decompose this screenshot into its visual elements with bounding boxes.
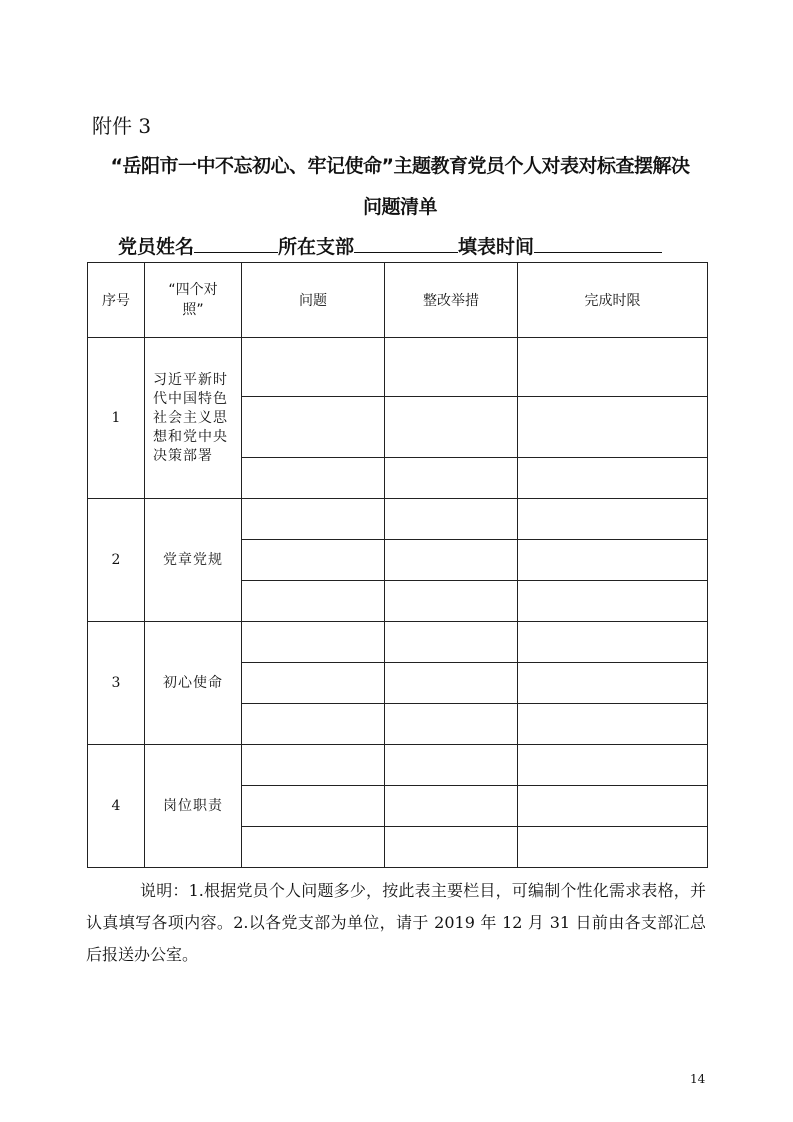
row-index: 3 bbox=[88, 622, 145, 745]
row-index: 2 bbox=[88, 499, 145, 622]
measure-cell[interactable] bbox=[385, 786, 518, 827]
document-title-continued: 问题清单 bbox=[362, 196, 437, 218]
problem-cell[interactable] bbox=[242, 663, 385, 704]
problem-cell[interactable] bbox=[242, 704, 385, 745]
deadline-cell[interactable] bbox=[518, 458, 708, 499]
deadline-cell[interactable] bbox=[518, 499, 708, 540]
col-index: 序号 bbox=[88, 263, 145, 338]
row-dimension: 习近平新时代中国特色社会主义思想和党中央决策部署 bbox=[145, 338, 242, 499]
note-text: 说明：1.根据党员个人问题多少，按此表主要栏目，可编制个性化需求表格，并认真填写各项内容。2.以各党支部为单位，请于 2019 年 12 月 31 日前由各支部汇总后报送办公室。 bbox=[86, 881, 706, 964]
name-label: 党员姓名 bbox=[118, 236, 195, 258]
problem-cell[interactable] bbox=[242, 827, 385, 868]
attachment-label: 附件 3 bbox=[92, 114, 152, 138]
deadline-cell[interactable] bbox=[518, 581, 708, 622]
branch-blank[interactable] bbox=[354, 234, 458, 253]
problem-cell[interactable] bbox=[242, 786, 385, 827]
deadline-cell[interactable] bbox=[518, 338, 708, 397]
checklist-table bbox=[87, 262, 708, 868]
deadline-cell[interactable] bbox=[518, 622, 708, 663]
table-row bbox=[88, 622, 708, 663]
problem-cell[interactable] bbox=[242, 338, 385, 397]
deadline-cell[interactable] bbox=[518, 827, 708, 868]
row-index: 1 bbox=[88, 338, 145, 499]
measure-cell[interactable] bbox=[385, 540, 518, 581]
name-blank[interactable] bbox=[194, 234, 278, 253]
problem-cell[interactable] bbox=[242, 499, 385, 540]
row-index: 4 bbox=[88, 745, 145, 868]
col-problem: 问题 bbox=[242, 263, 385, 338]
measure-cell[interactable] bbox=[385, 338, 518, 397]
time-label: 填表时间 bbox=[458, 236, 535, 258]
table-row bbox=[88, 338, 708, 397]
row-dimension: 初心使命 bbox=[145, 622, 242, 745]
measure-cell[interactable] bbox=[385, 622, 518, 663]
table-row bbox=[88, 499, 708, 540]
problem-cell[interactable] bbox=[242, 458, 385, 499]
problem-cell[interactable] bbox=[242, 745, 385, 786]
deadline-cell[interactable] bbox=[518, 663, 708, 704]
table-row bbox=[88, 745, 708, 786]
deadline-cell[interactable] bbox=[518, 540, 708, 581]
deadline-cell[interactable] bbox=[518, 704, 708, 745]
col-rectification: 整改举措 bbox=[385, 263, 518, 338]
time-blank[interactable] bbox=[534, 234, 662, 253]
header-row bbox=[88, 263, 708, 338]
measure-cell[interactable] bbox=[385, 397, 518, 458]
col-four-comparisons: “四个对照” bbox=[145, 263, 242, 338]
form-fields bbox=[118, 232, 662, 259]
measure-cell[interactable] bbox=[385, 663, 518, 704]
problem-cell[interactable] bbox=[242, 581, 385, 622]
problem-cell[interactable] bbox=[242, 397, 385, 458]
measure-cell[interactable] bbox=[385, 704, 518, 745]
measure-cell[interactable] bbox=[385, 745, 518, 786]
branch-label: 所在支部 bbox=[278, 236, 355, 258]
instructions-note bbox=[86, 875, 706, 971]
deadline-cell[interactable] bbox=[518, 745, 708, 786]
measure-cell[interactable] bbox=[385, 827, 518, 868]
deadline-cell[interactable] bbox=[518, 786, 708, 827]
deadline-cell[interactable] bbox=[518, 397, 708, 458]
measure-cell[interactable] bbox=[385, 581, 518, 622]
row-dimension: 党章党规 bbox=[145, 499, 242, 622]
measure-cell[interactable] bbox=[385, 458, 518, 499]
measure-cell[interactable] bbox=[385, 499, 518, 540]
problem-cell[interactable] bbox=[242, 622, 385, 663]
row-dimension: 岗位职责 bbox=[145, 745, 242, 868]
problem-cell[interactable] bbox=[242, 540, 385, 581]
page-number: 14 bbox=[690, 1072, 706, 1086]
document-title: “岳阳市一中不忘初心、牢记使命”主题教育党员个人对表对标查摆解决 bbox=[110, 155, 690, 177]
col-deadline: 完成时限 bbox=[518, 263, 708, 338]
